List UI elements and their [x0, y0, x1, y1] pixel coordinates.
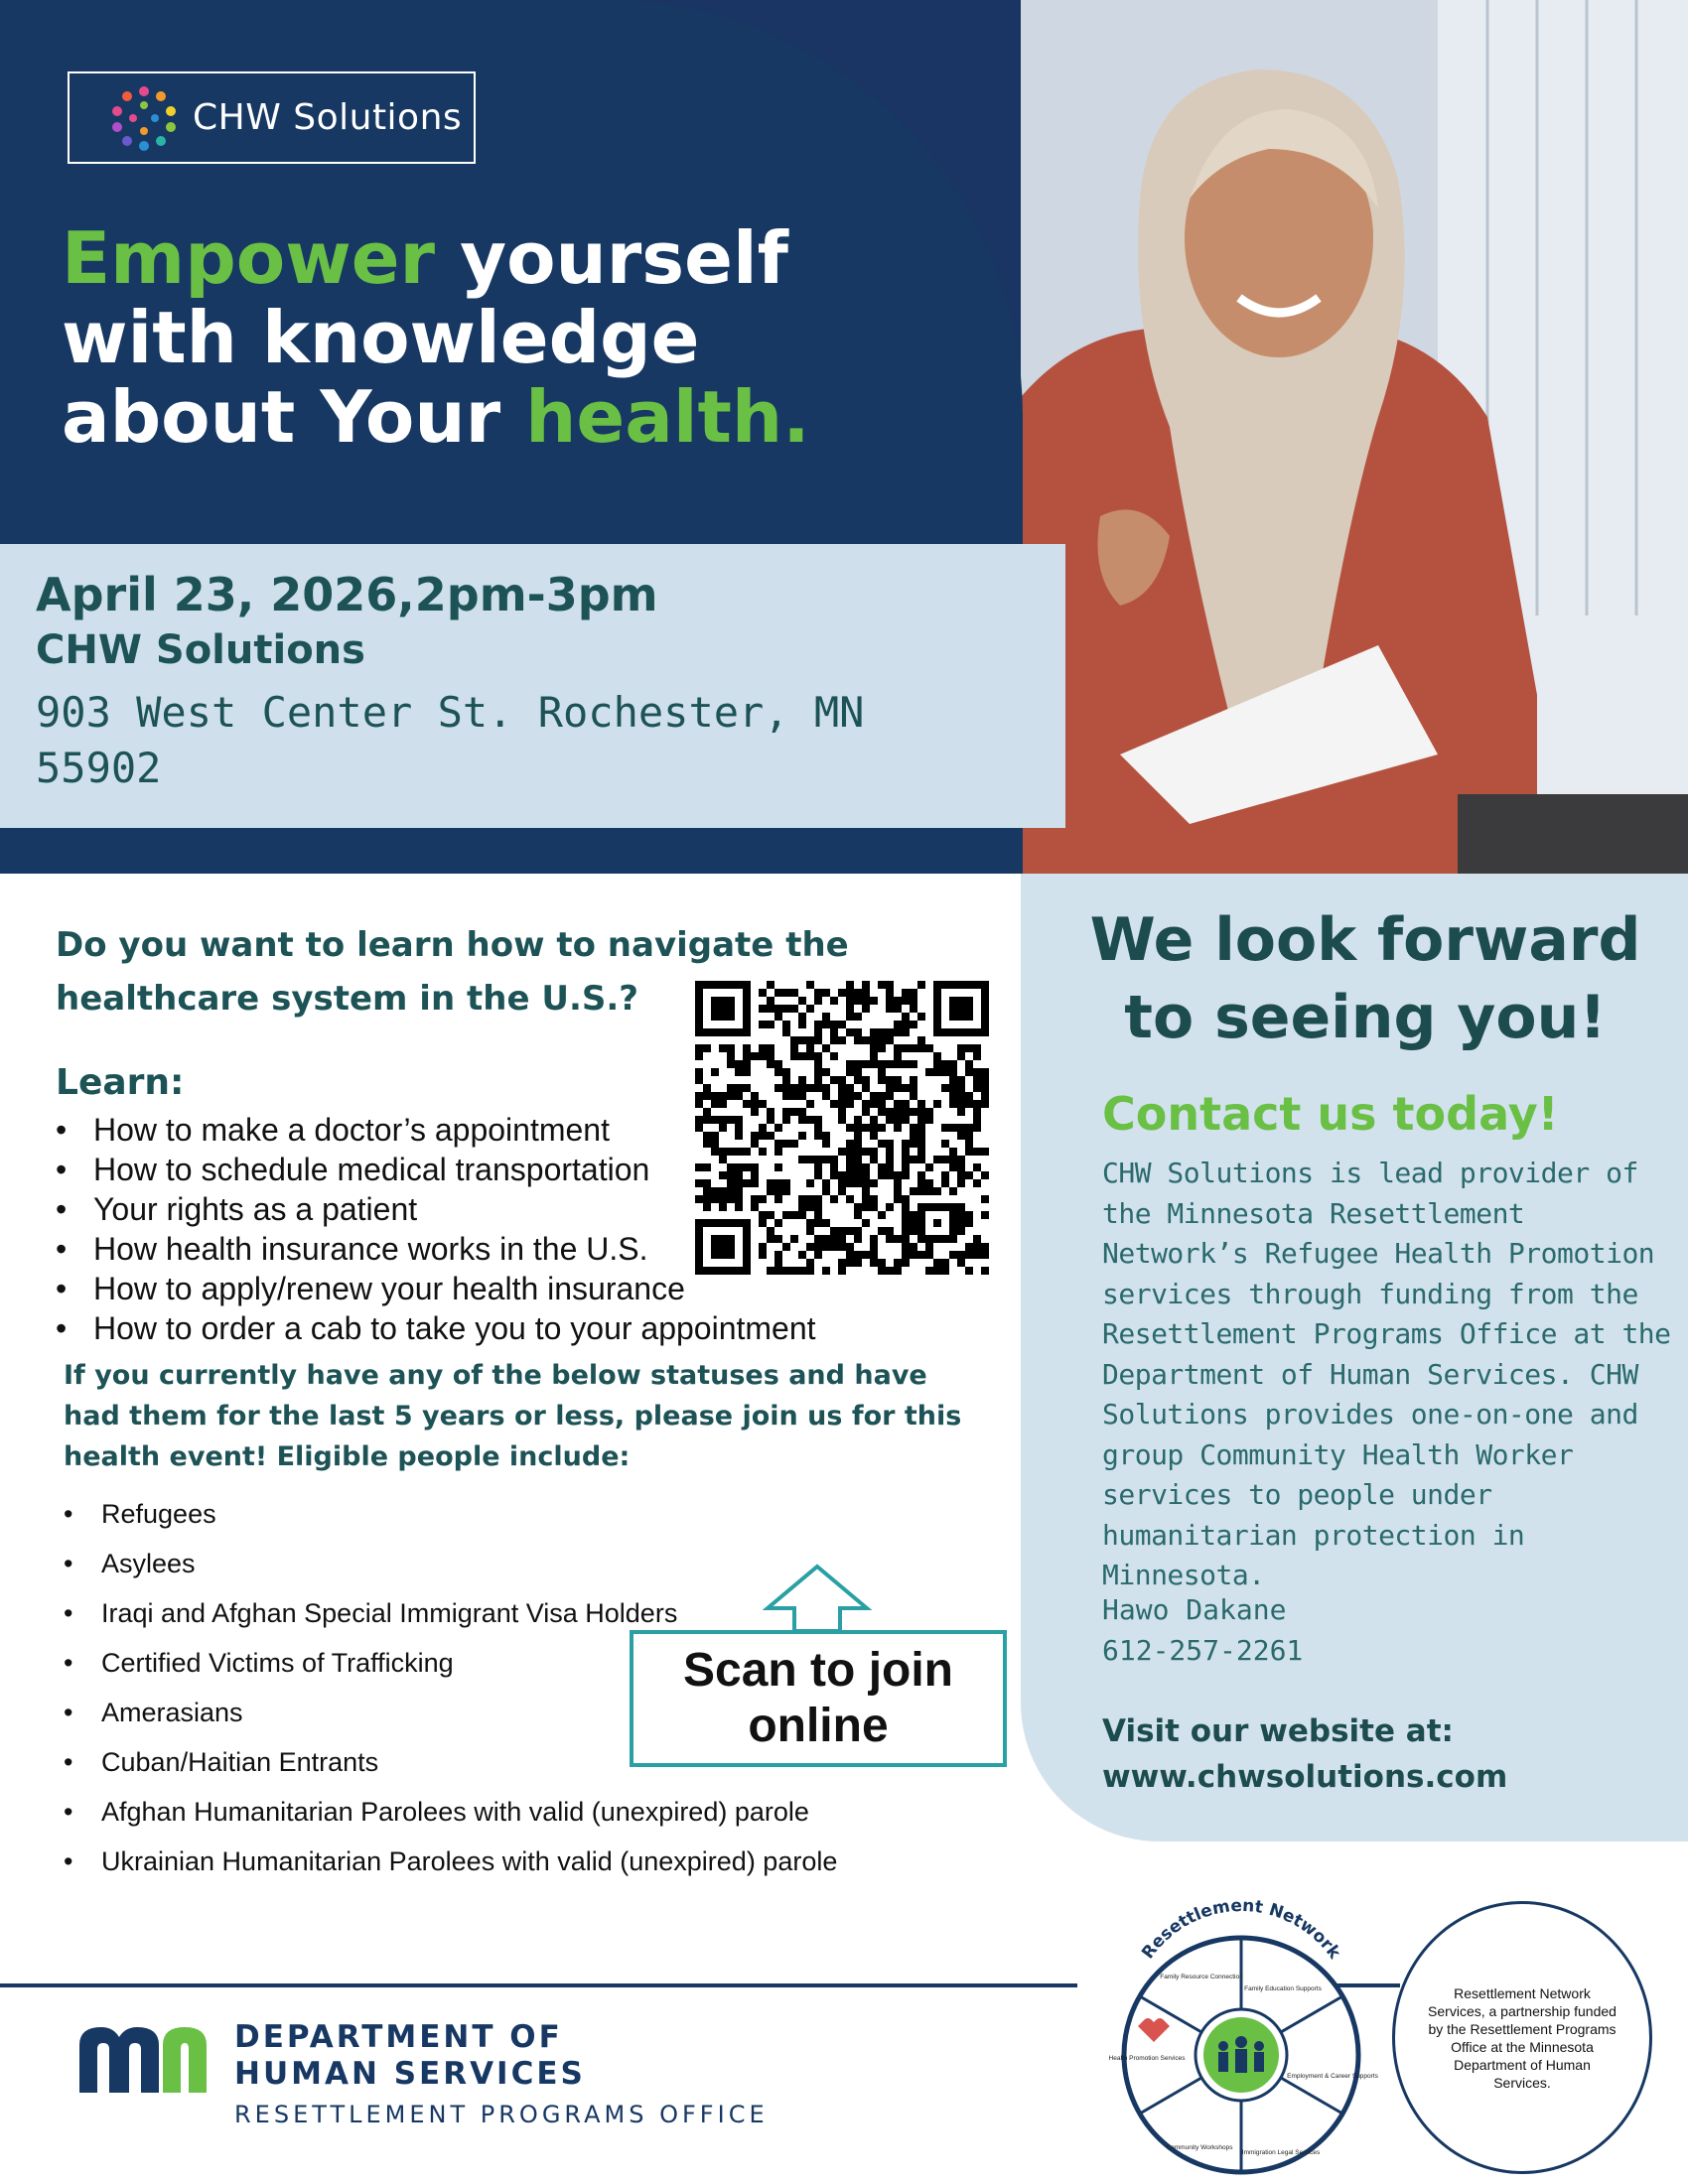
eligible-item: • Cuban/Haitian Entrants	[60, 1737, 837, 1787]
event-organization: CHW Solutions	[36, 627, 365, 673]
network-segment-label: Employment & Career Supports	[1287, 2073, 1378, 2080]
network-segment-label: Family Resource Connection	[1160, 1974, 1243, 1980]
network-segment-label: Family Education Supports	[1244, 1985, 1322, 1992]
learn-item: • How health insurance works in the U.S.	[56, 1229, 816, 1269]
contact-heading: Contact us today!	[1102, 1087, 1559, 1141]
eligible-item: • Amerasians	[60, 1688, 837, 1737]
mn-dhs-logo-icon	[79, 2025, 218, 2095]
eligible-item: • Refugees	[60, 1489, 837, 1539]
intro-question-line1: Do you want to learn how to navigate the	[56, 925, 849, 965]
sidebar-heading-line1: We look forward	[1089, 905, 1641, 975]
scan-to-join-callout	[630, 1630, 1007, 1767]
learn-item: • How to order a cab to take you to your appointment	[56, 1308, 816, 1348]
partner-info-circle	[1392, 1901, 1652, 2174]
event-address-line1: 903 West Center St. Rochester, MN	[36, 688, 865, 737]
hero-bottom-strip	[0, 829, 1023, 874]
chw-logo-text: CHW Solutions	[193, 97, 463, 138]
about-paragraph: CHW Solutions is lead provider of the Minnesota Resettlement Network’s Refugee Health Promotion services through funding from the Resettlement Programs Office at the Department of Human Services. CHW Solutions provides one-on-one and group Community Health Worker services to people under humanitarian protection in Minnesota.	[1102, 1157, 1671, 1591]
contact-name: Hawo Dakane	[1102, 1593, 1287, 1626]
scan-line2: online	[748, 1700, 889, 1752]
learn-list	[56, 1110, 816, 1348]
learn-heading: Learn:	[56, 1062, 185, 1103]
dhs-line1: DEPARTMENT OF	[234, 2019, 563, 2055]
headline-yourself: yourself	[435, 216, 788, 300]
headline-health: health.	[525, 375, 810, 459]
event-address-line2: 55902	[36, 744, 162, 792]
contact-phone[interactable]: 612-257-2261	[1102, 1634, 1304, 1667]
eligible-item: • Afghan Humanitarian Parolees with valid (unexpired) parole	[60, 1787, 837, 1837]
network-segment-label: Immigration Legal Services	[1241, 2149, 1321, 2156]
network-segment-label: Health Promotion Services	[1108, 2055, 1186, 2062]
sidebar-heading-line2: to seeing you!	[1124, 983, 1607, 1052]
dhs-line3: RESETTLEMENT PROGRAMS OFFICE	[234, 2101, 769, 2128]
event-date-time: April 23, 2026,2pm-3pm	[36, 568, 658, 621]
sidebar-heading	[1053, 901, 1678, 1056]
scan-line1: Scan to join	[682, 1644, 953, 1697]
hero-photo	[1021, 0, 1688, 874]
network-segment-label: Community Workshops	[1166, 2144, 1233, 2151]
learn-item: • How to schedule medical transportation	[56, 1150, 816, 1189]
learn-item: • Your rights as a patient	[56, 1189, 816, 1229]
chw-logo[interactable]	[68, 71, 476, 164]
up-arrow-icon	[763, 1564, 872, 1633]
headline-about-your: about Your	[62, 375, 526, 459]
learn-item: • How to make a doctor’s appointment	[56, 1110, 816, 1150]
headline-empower: Empower	[62, 216, 436, 300]
dhs-line2: HUMAN SERVICES	[234, 2056, 586, 2092]
network-title: Resettlement Network	[1138, 1895, 1344, 1964]
resettlement-network-graphic	[1092, 1871, 1390, 2179]
eligible-item: • Ukrainian Humanitarian Parolees with valid (unexpired) parole	[60, 1837, 837, 1886]
eligibility-note: If you currently have any of the below statuses and have had them for the last 5 years or less, please join us for this health event! Eligible people include:	[64, 1360, 962, 1472]
headline-line-2: with knowledge	[62, 296, 700, 379]
learn-item: • How to apply/renew your health insurance	[56, 1269, 816, 1308]
intro-question-line2: healthcare system in the U.S.?	[56, 979, 638, 1019]
eligible-item: • Iraqi and Afghan Special Immigrant Visa Holders	[60, 1588, 837, 1638]
eligible-item: • Asylees	[60, 1539, 837, 1588]
website-link[interactable]: www.chwsolutions.com	[1102, 1759, 1508, 1795]
footer-divider	[0, 1983, 1077, 1987]
partner-text: Resettlement Network Services, a partnership funded by the Resettlement Programs Office at the Minnesota Department of Human Services.	[1428, 1984, 1617, 2091]
chw-logo-icon	[109, 83, 179, 153]
event-address	[36, 685, 1029, 796]
visit-label: Visit our website at:	[1102, 1713, 1454, 1749]
eligible-item: • Certified Victims of Trafficking	[60, 1638, 837, 1688]
hero-headline	[62, 218, 955, 457]
